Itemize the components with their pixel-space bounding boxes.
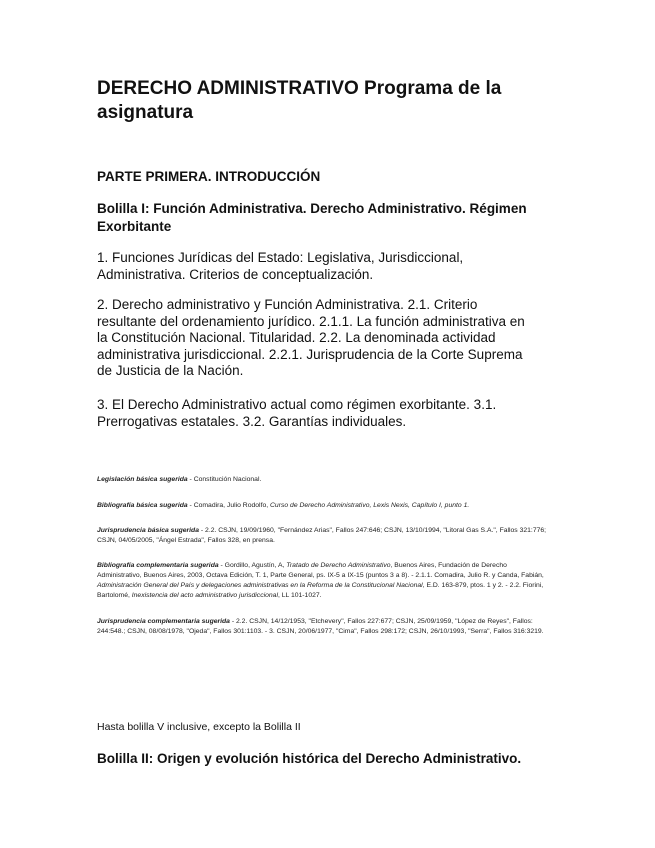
ref-bibliografia-comp-text-a: - Gordillo, Agustín, A, bbox=[218, 562, 287, 569]
ref-jurisprudencia-comp-label: Jurisprudencia complementaria sugerida bbox=[97, 618, 230, 625]
ref-bibliografia-comp-text-b: , Buenos Aires, Fundación de Derecho Administrativo, Buenos Aires, 2003, Octava Edición, T. 1, Parte General, ps. IX-5 a IX-15 (puntos 3 a 8). - 2.1.1. Comadira, Julio R. y Canda, Fabián, bbox=[97, 562, 544, 579]
ref-jurisprudencia-label: Jurisprudencia básica sugerida bbox=[97, 527, 199, 534]
ref-bibliografia-text: - Comadira, Julio Rodolfo, bbox=[187, 502, 271, 509]
ref-jurisprudencia-complementaria bbox=[97, 617, 547, 637]
bolilla-1-item-2: 2. Derecho administrativo y Función Administrativa. 2.1. Criterio resultante del ordenamiento jurídico. 2.1.1. La función administrativa en la Constitución Nacional. Titularidad. 2.2. La denominada actividad administrativa jurisdiccional. 2.2.1. Jurisprudencia de la Corte Suprema de Justicia de la Nación. bbox=[97, 297, 525, 378]
ref-legislacion-label: Legislación básica sugerida bbox=[97, 476, 188, 483]
ref-bibliografia-comp-label: Bibliografía complementaria sugerida bbox=[97, 562, 219, 569]
ref-jurisprudencia-text: - 2.2. CSJN, 19/09/1960, "Fernández Arias", Fallos 247:646; CSJN, 13/10/1994, "Litoral Gas S.A.", Fallos 321:776; CSJN, 04/05/2005, "Ángel Estrada", Fallos 328, en prensa. bbox=[97, 527, 547, 544]
ref-legislacion bbox=[97, 475, 547, 485]
scope-note: Hasta bolilla V inclusive, excepto la Bolilla II bbox=[97, 721, 301, 733]
ref-bibliografia-comp-italic-b: Administración General del País y delegaciones administrativas en la Reforma de la Constitucional Nacional bbox=[97, 582, 423, 589]
ref-jurisprudencia bbox=[97, 526, 547, 546]
ref-jurisprudencia-comp-text: - 2.2. CSJN, 14/12/1953, "Etchevery", Fallos 227:677; CSJN, 25/09/1959, "López de Reyes", Fallos: 244:548.; CSJN, 08/08/1978, "Ojeda", Fallos 301:1103. - 3. CSJN, 20/06/1977, "Cima", Fallos 298:172; CSJN, 26/10/1993, "Serra", Fallos 316:3219. bbox=[97, 618, 544, 635]
ref-bibliografia-comp-italic-a: Tratado de Derecho Administrativo bbox=[286, 562, 391, 569]
document-title: DERECHO ADMINISTRATIVO Programa de la asignatura bbox=[97, 78, 502, 123]
ref-bibliografia-label: Bibliografía básica sugerida bbox=[97, 502, 188, 509]
ref-bibliografia-comp-italic-c: Inexistencia del acto administrativo jurisdiccional bbox=[131, 592, 278, 599]
ref-legislacion-text: - Constitución Nacional. bbox=[187, 476, 262, 483]
ref-bibliografia-italic: Curso de Derecho Administrativo, Lexis Nexis, Capítulo I, punto 1. bbox=[270, 502, 470, 509]
bolilla-1-item-1: 1. Funciones Jurídicas del Estado: Legislativa, Jurisdiccional, Administrativa. Criterios de conceptualización. bbox=[97, 250, 464, 282]
ref-bibliografia-complementaria bbox=[97, 561, 547, 601]
ref-bibliografia-comp-text-c: , E.D. 163-879, ptos. 1 y 2. - 2.2. Fiorini, Bartolomé, bbox=[97, 582, 544, 599]
ref-bibliografia-comp-text-d: , LL 101-1027. bbox=[277, 592, 322, 599]
part-heading: PARTE PRIMERA. INTRODUCCIÓN bbox=[97, 169, 321, 184]
bolilla-1-item-3: 3. El Derecho Administrativo actual como régimen exorbitante. 3.1. Prerrogativas estatales. 3.2. Garantías individuales. bbox=[97, 397, 497, 429]
ref-bibliografia bbox=[97, 501, 547, 511]
bolilla-1-heading: Bolilla I: Función Administrativa. Derecho Administrativo. Régimen Exorbitante bbox=[97, 201, 527, 234]
bolilla-2-heading: Bolilla II: Origen y evolución histórica del Derecho Administrativo. bbox=[97, 751, 522, 766]
